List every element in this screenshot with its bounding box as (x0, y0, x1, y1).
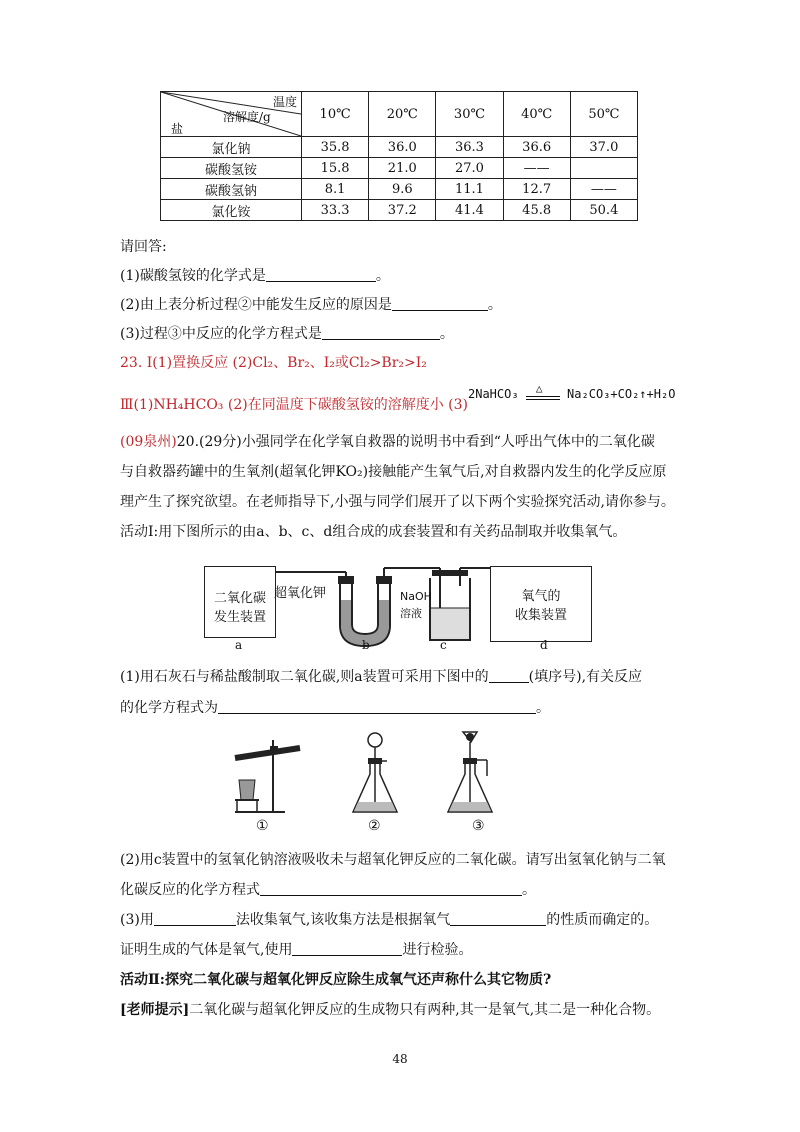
table-corner-cell (161, 92, 302, 137)
sub-question-3-line-1 (120, 909, 658, 929)
question-intro: 请回答: (120, 239, 167, 255)
box-a-line-2: 发生装置 (213, 610, 266, 625)
sub-question-3-text: (3)用 (120, 912, 154, 928)
naoh-label-line-1: NaOH (400, 590, 432, 603)
table-cell: 50.4 (570, 200, 637, 221)
box-d-line-1: 氧气的 (521, 589, 561, 604)
table-header-row (161, 92, 638, 137)
answer-blank[interactable] (266, 267, 376, 282)
table-cell: 45.8 (503, 200, 570, 221)
problem-source-tag: (09泉州) (120, 434, 177, 450)
hint-text: 二氧化碳与超氧化钾反应的生成物只有两种,其一是氧气,其二是一种化合物。 (189, 1002, 661, 1018)
sub-question-1-text: 的化学方程式为 (120, 700, 218, 716)
figure-label-3: ③ (472, 818, 485, 834)
answer-iii: Ⅲ(1)NH₄HCO₃ (2)在同温度下碳酸氢铵的溶解度小 (3) (120, 397, 468, 413)
o2-collection-box (490, 566, 592, 642)
question-3 (120, 323, 454, 343)
answer-23: 23. Ⅰ(1)置换反应 (2)Cl₂、Br₂、I₂或Cl₂>Br₂>I₂ (120, 355, 427, 371)
answer-blank[interactable] (322, 325, 440, 340)
sub-question-3-text: 的性质而确定的。 (546, 912, 659, 928)
temp-header: 50℃ (570, 92, 637, 137)
equation-arrow (526, 381, 560, 402)
answer-blank[interactable] (489, 668, 529, 683)
table-row (161, 179, 638, 200)
figure-label-1: ① (256, 818, 269, 834)
table-cell: 37.2 (369, 200, 436, 221)
sub-question-3-end: 进行检验。 (402, 942, 473, 958)
table-row (161, 200, 638, 221)
table-cell: 11.1 (436, 179, 503, 200)
table-cell: —— (503, 158, 570, 179)
temp-header: 10℃ (302, 92, 369, 137)
table-cell: 15.8 (302, 158, 369, 179)
table-cell: 27.0 (436, 158, 503, 179)
question-2 (120, 294, 502, 314)
problem-20-line-3: 理产生了探究欲望。在老师指导下,小强与同学们展开了以下两个实验探究活动,请你参与。 (120, 494, 675, 510)
table-cell: —— (570, 179, 637, 200)
figure-label-2: ② (368, 818, 381, 834)
label-d: d (540, 638, 548, 652)
corner-salt-label: 盐 (171, 122, 184, 136)
table-cell: 9.6 (369, 179, 436, 200)
table-cell: 37.0 (570, 137, 637, 158)
temp-header: 40℃ (503, 92, 570, 137)
reaction-equation (468, 381, 676, 402)
problem-20-text: 20.(29分)小强同学在化学氧自救器的说明书中看到“人呼出气体中的二氧化碳 (176, 434, 655, 450)
answer-blank[interactable] (218, 699, 536, 714)
apparatus-options-figure (225, 728, 525, 820)
hint-tag: [老师提示] (120, 1002, 190, 1018)
salt-name: 氯化铵 (161, 200, 302, 221)
sub-question-3-line-2 (120, 939, 472, 959)
question-2-text: (2)由上表分析过程②中能发生反应的原因是 (120, 297, 392, 313)
answer-blank[interactable] (392, 296, 488, 311)
table-cell: 36.3 (436, 137, 503, 158)
sub-question-1-line-2 (120, 697, 550, 717)
table-cell: 33.3 (302, 200, 369, 221)
table-cell: 41.4 (436, 200, 503, 221)
naoh-label-line-2: 溶液 (400, 607, 422, 620)
question-3-end: 。 (439, 326, 454, 342)
table-cell: 8.1 (302, 179, 369, 200)
heat-condition: △ (535, 381, 543, 395)
question-3-text: (3)过程③中反应的化学方程式是 (120, 326, 322, 342)
problem-20-line-1 (120, 431, 655, 451)
sub-question-2-end: 。 (522, 882, 536, 898)
salt-name: 碳酸氢钠 (161, 179, 302, 200)
temp-header: 20℃ (369, 92, 436, 137)
box-d-line-2: 收集装置 (514, 608, 567, 623)
question-2-end: 。 (487, 297, 502, 313)
solubility-table (160, 91, 638, 221)
label-b: b (362, 638, 370, 652)
page-number: 48 (392, 1052, 408, 1066)
equation-left: 2NaHCO₃ (468, 387, 519, 401)
table-cell: 36.6 (503, 137, 570, 158)
salt-name: 氯化钠 (161, 137, 302, 158)
question-1 (120, 265, 390, 285)
answer-blank[interactable] (154, 911, 236, 926)
answer-blank[interactable] (292, 941, 402, 956)
corner-solubility-label: 溶解度/g (223, 110, 271, 124)
temp-header: 30℃ (436, 92, 503, 137)
problem-20-line-4: 活动Ⅰ:用下图所示的由a、b、c、d组合成的成套装置和有关药品制取并收集氧气。 (120, 524, 627, 540)
sub-question-2-line-1: (2)用c装置中的氢氧化钠溶液吸收未与超氧化钾反应的二氧化碳。请写出氢氧化钠与二氧 (120, 852, 666, 868)
question-1-text: (1)碳酸氢铵的化学式是 (120, 268, 266, 284)
table-cell: 21.0 (369, 158, 436, 179)
reagent-label: 超氧化钾 (274, 586, 327, 601)
label-c: c (440, 638, 447, 652)
sub-question-1-end: 。 (536, 700, 550, 716)
box-a-line-1: 二氧化碳 (213, 591, 266, 606)
table-row (161, 137, 638, 158)
sub-question-1-tail: (填序号),有关反应 (528, 669, 643, 685)
equation-right: Na₂CO₃+CO₂↑+H₂O (567, 387, 676, 401)
salt-name: 碳酸氢铵 (161, 158, 302, 179)
table-cell: 12.7 (503, 179, 570, 200)
table-cell: 36.0 (369, 137, 436, 158)
activity-2-heading: 活动Ⅱ:探究二氧化碳与超氧化钾反应除生成氧气还声称什么其它物质? (120, 972, 552, 988)
sub-question-3-text: 法收集氧气,该收集方法是根据氧气 (235, 912, 451, 928)
question-1-end: 。 (375, 268, 390, 284)
sub-question-2-text: 化碳反应的化学方程式 (120, 882, 260, 898)
sub-question-1-text: (1)用石灰石与稀盐酸制取二氧化碳,则a装置可采用下图中的 (120, 669, 489, 685)
answer-blank[interactable] (450, 911, 546, 926)
sub-question-3-text: 证明生成的气体是氧气,使用 (120, 942, 293, 958)
answer-blank[interactable] (260, 881, 522, 896)
table-row (161, 158, 638, 179)
sub-question-2-line-2 (120, 879, 536, 899)
sub-question-1-line-1 (120, 666, 642, 686)
table-cell: 35.8 (302, 137, 369, 158)
table-cell (570, 158, 637, 179)
label-a: a (235, 638, 243, 652)
teacher-hint (120, 999, 660, 1019)
problem-20-line-2: 与自救器药罐中的生氧剂(超氧化钾KO₂)接触能产生氧气后,对自救器内发生的化学反应原 (120, 464, 667, 480)
corner-temp-label: 温度 (272, 95, 297, 109)
